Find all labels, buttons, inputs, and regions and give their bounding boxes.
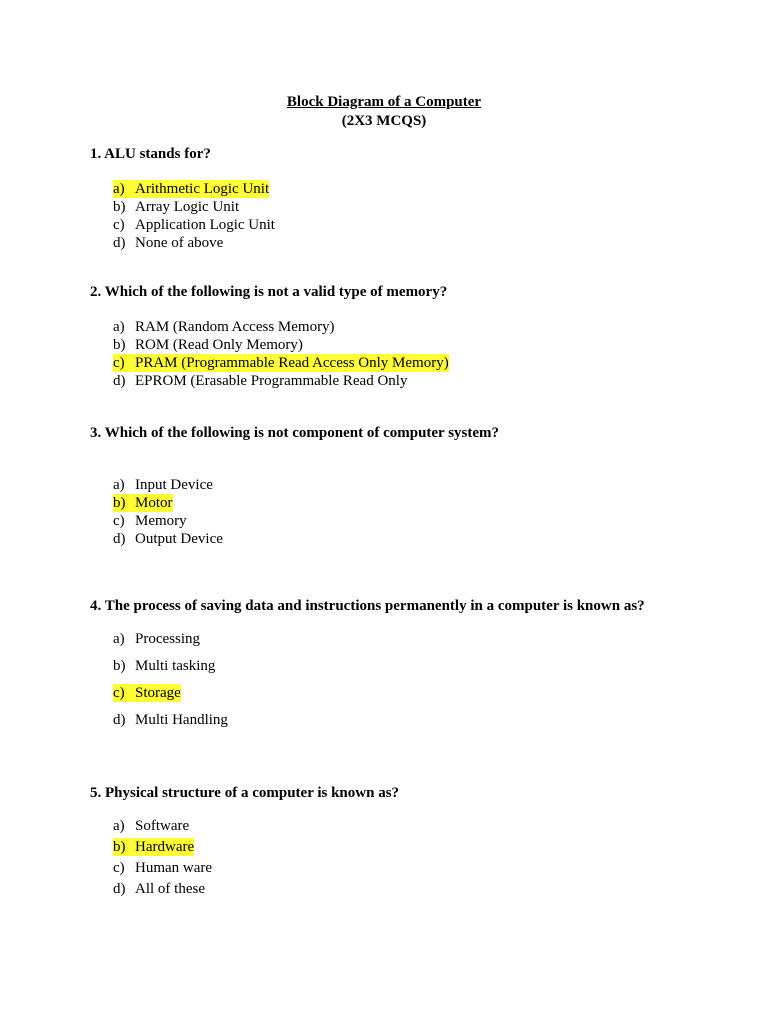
q1-option-a: a) Arithmetic Logic Unit	[113, 181, 270, 197]
q5-option-c: c) Human ware	[113, 860, 213, 876]
q1-option-d: d) None of above	[113, 235, 224, 251]
question-4: 4. The process of saving data and instructions permanently in a computer is known as?	[90, 598, 645, 614]
q2-option-a: a) RAM (Random Access Memory)	[113, 319, 335, 335]
question-1: 1. ALU stands for?	[90, 146, 211, 162]
q2-option-b: b) ROM (Read Only Memory)	[113, 337, 303, 353]
q3-option-d: d) Output Device	[113, 531, 223, 547]
q3-option-b: b) Motor	[113, 495, 173, 511]
q5-option-d: d) All of these	[113, 881, 205, 897]
q4-option-a: a) Processing	[113, 631, 200, 647]
q5-option-b: b) Hardware	[113, 839, 195, 855]
question-5: 5. Physical structure of a computer is known as?	[90, 785, 400, 801]
q5-option-a: a) Software	[113, 818, 190, 834]
q4-option-d: d) Multi Handling	[113, 712, 228, 728]
q3-option-c: c) Memory	[113, 513, 187, 529]
q4-option-c: c) Storage	[113, 685, 181, 701]
q2-option-c: c) PRAM (Programmable Read Access Only Memory)	[113, 355, 449, 371]
q1-option-b: b) Array Logic Unit	[113, 199, 240, 215]
document-title: Block Diagram of a Computer	[286, 94, 482, 110]
q3-option-a: a) Input Device	[113, 477, 213, 493]
q1-option-c: c) Application Logic Unit	[113, 217, 275, 233]
q2-option-d: d) EPROM (Erasable Programmable Read Only	[113, 373, 408, 389]
question-3: 3. Which of the following is not component of computer system?	[90, 425, 500, 441]
q4-option-b: b) Multi tasking	[113, 658, 216, 674]
document-subtitle: (2X3 MCQS)	[341, 113, 427, 129]
question-2: 2. Which of the following is not a valid type of memory?	[90, 284, 448, 300]
